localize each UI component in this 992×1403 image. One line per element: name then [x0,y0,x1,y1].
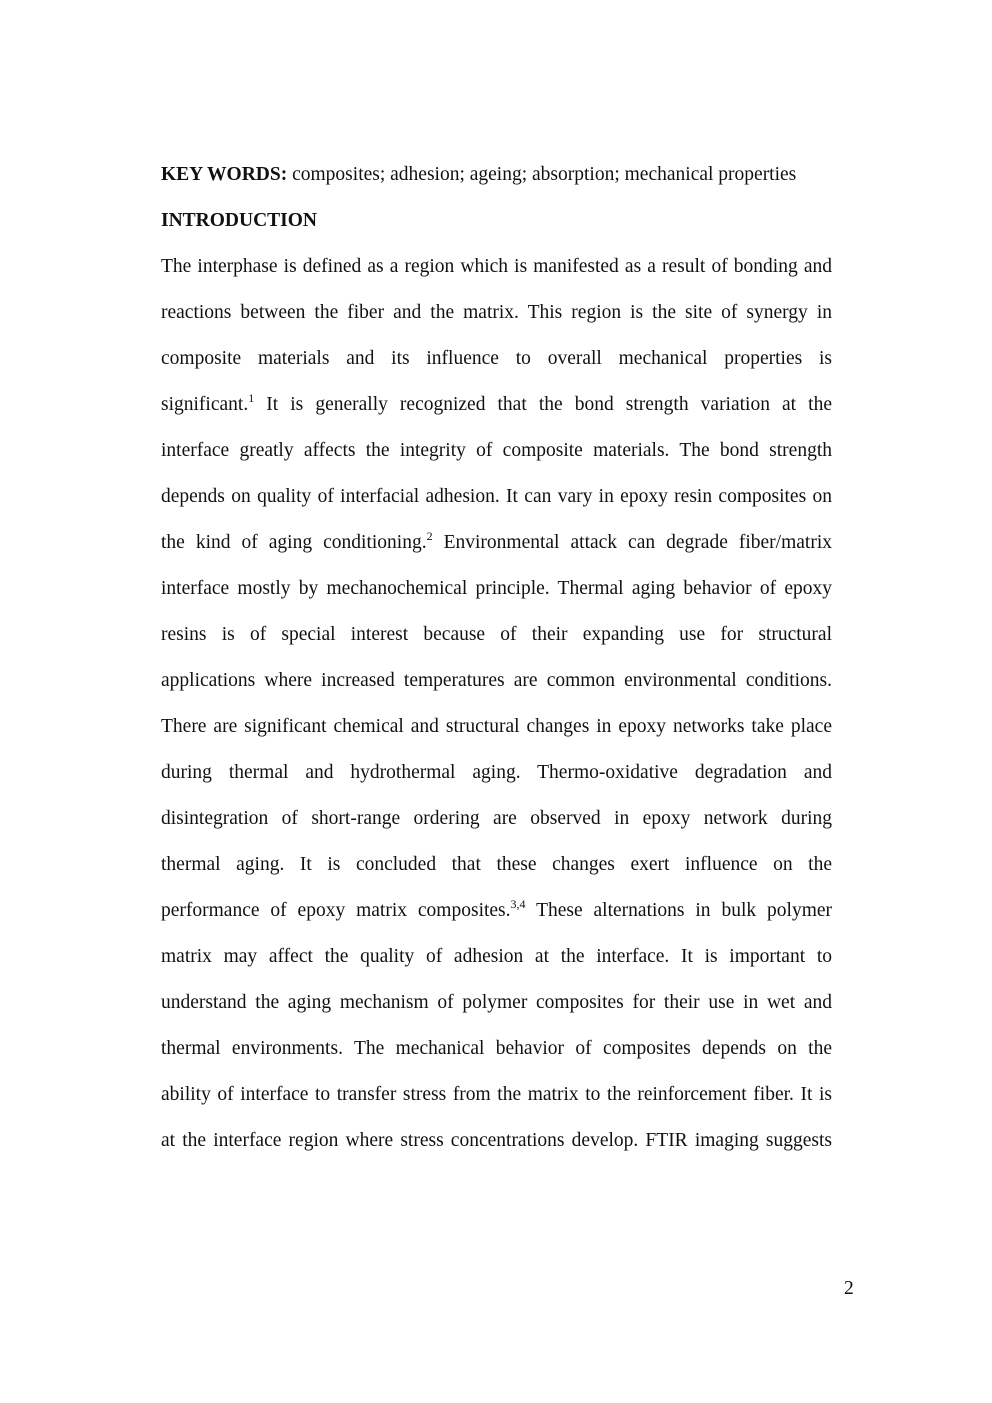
body-line [161,894,832,940]
body-line [161,296,832,342]
line-text: at the interface region where stress concentrations develop. FTIR imaging suggests [161,1130,832,1151]
line-text: thermal aging. It is concluded that these changes exert influence on the [161,854,832,875]
page-number: 2 [844,1278,854,1299]
body-line [161,342,832,388]
line-text: understand the aging mechanism of polymer composites for their use in wet and [161,992,832,1013]
line-text: applications where increased temperatures are common environmental conditions. [161,670,832,691]
line-text: significant. [161,394,249,415]
line-text: interface greatly affects the integrity of composite materials. The bond strength [161,440,832,461]
line-text: disintegration of short-range ordering are observed in epoxy network during [161,808,832,829]
body-line [161,618,832,664]
keywords-label: KEY WORDS: [161,164,288,185]
body-line [161,848,832,894]
line-text: during thermal and hydrothermal aging. Thermo-oxidative degradation and [161,762,832,783]
line-text: matrix may affect the quality of adhesion at the interface. It is important to [161,946,832,967]
line-text: performance of epoxy matrix composites. [161,900,511,921]
body-line [161,480,832,526]
document-page [161,158,832,1170]
line-text: depends on quality of interfacial adhesion. It can vary in epoxy resin composites on [161,486,832,507]
line-text: composite materials and its influence to overall mechanical properties is [161,348,832,369]
body-line [161,1124,832,1170]
body-line [161,1032,832,1078]
section-heading: INTRODUCTION [161,210,318,231]
body-line [161,1078,832,1124]
keywords-line [161,158,832,204]
line-text: thermal environments. The mechanical behavior of composites depends on the [161,1038,832,1059]
body-text [161,250,832,1170]
line-text: the kind of aging conditioning. [161,532,427,553]
body-line [161,756,832,802]
line-text: ability of interface to transfer stress from the matrix to the reinforcement fiber. It is [161,1084,832,1105]
body-line [161,802,832,848]
body-line [161,710,832,756]
keywords-text: composites; adhesion; ageing; absorption; mechanical properties [287,164,797,185]
line-text: interface mostly by mechanochemical principle. Thermal aging behavior of epoxy [161,578,832,599]
body-line [161,526,832,572]
line-text: These alternations in bulk polymer [525,900,833,921]
body-line [161,434,832,480]
citation-superscript: 2 [426,529,433,543]
line-text: The interphase is defined as a region which is manifested as a result of bonding and [161,256,832,277]
body-line [161,250,832,296]
body-line [161,940,832,986]
citation-superscript: 3,4 [510,897,526,911]
line-text: It is generally recognized that the bond strength variation at the [254,394,832,415]
body-line [161,986,832,1032]
line-text: reactions between the fiber and the matrix. This region is the site of synergy in [161,302,832,323]
line-text: resins is of special interest because of their expanding use for structural [161,624,832,645]
body-line [161,572,832,618]
body-line [161,388,832,434]
line-text: There are significant chemical and structural changes in epoxy networks take place [161,716,832,737]
citation-superscript: 1 [248,391,255,405]
body-line [161,664,832,710]
line-text: Environmental attack can degrade fiber/matrix [432,532,832,553]
